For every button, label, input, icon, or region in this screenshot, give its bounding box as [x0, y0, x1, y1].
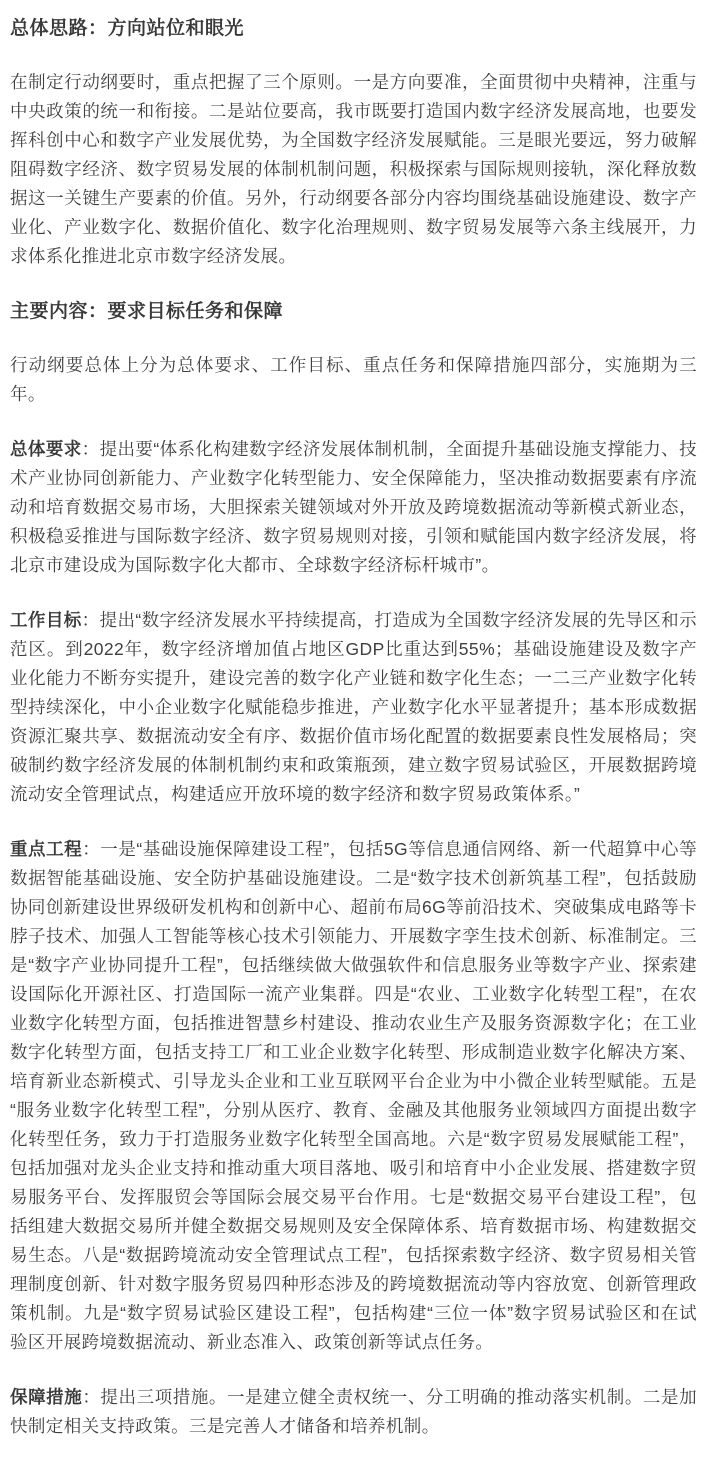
paragraph-structure: 行动纲要总体上分为总体要求、工作目标、重点任务和保障措施四部分，实施期为三年。: [10, 355, 697, 404]
paragraph-safeguards: [10, 1383, 697, 1441]
text-key-projects: ：一是“基础设施保障建设工程”，包括5G等信息通信网络、新一代超算中心等数据智能基础设施、安全防护基础设施建设。二是“数字技术创新筑基工程”，包括鼓励协同创新建设世界级研发机构和创新中心、超前布局6G等前沿技术、突破集成电路等卡脖子技术、加强人工智能等核心技术引领能力、开展数字孪生技术创新、标准制定。三是“数字产业协同提升工程”，包括继续做大做强软件和信息服务业等数字产业、探索建设国际化开源社区、打造国际一流产业集群。四是“农业、工业数字化转型工程”，在农业数字化转型方面，包括推进智慧乡村建设、推动农业生产及服务资源数字化；在工业数字化转型方面，包括支持工厂和工业企业数字化转型、形成制造业数字化解决方案、培育新业态新模式、引导龙头企业和工业互联网平台企业为中小微企业转型赋能。五是“服务业数字化转型工程”，分别从医疗、教育、金融及其他服务业领域四方面提出数字化转型任务，致力于打造服务业数字化转型全国高地。六是“数字贸易发展赋能工程”，包括加强对龙头企业支持和推动重大项目落地、吸引和培育中小企业发展、搭建数字贸易服务平台、发挥服贸会等国际会展交易平台作用。七是“数据交易平台建设工程”，包括组建大数据交易所并健全数据交易规则及安全保障体系、培育数据市场、构建数据交易生态。八是“数据跨境流动安全管理试点工程”，包括探索数字经济、数字贸易相关管理制度创新、针对数字服务贸易四种形态涉及的跨境数据流动等内容放宽、创新管理政策机制。九是“数字贸易试验区建设工程”，包括构建“三位一体”数字贸易试验区和在试验区开展跨境数据流动、新业态准入、政策创新等试点任务。: [10, 839, 697, 1352]
paragraph-key-projects: [10, 835, 697, 1357]
heading-main-content: 主要内容：要求目标任务和保障: [10, 301, 284, 322]
paragraph-principles: 在制定行动纲要时，重点把握了三个原则。一是方向要准，全面贯彻中央精神，注重与中央政策的统一和衔接。二是站位要高，我市既要打造国内数字经济发展高地，也要发挥科创中心和数字产业发展优势，为全国数字经济发展赋能。三是眼光要远，努力破解阻碍数字经济、数字贸易发展的体制机制问题，积极探索与国际规则接轨，深化释放数据这一关键生产要素的价值。另外，行动纲要各部分内容均围绕基础设施建设、数字产业化、产业数字化、数据价值化、数字化治理规则、数字贸易发展等六条主线展开，力求体系化推进北京市数字经济发展。: [10, 72, 697, 266]
text-overall-requirements: ：提出要“体系化构建数字经济发展体制机制，全面提升基础设施支撑能力、技术产业协同创新能力、产业数字化转型能力、安全保障能力，坚决推动数据要素有序流动和培育数据交易市场，大胆探索关键领域对外开放及跨境数据流动等新模式新业态，积极稳妥推进与国际数字经济、数字贸易规则对接，引领和赋能国内数字经济发展，将北京市建设成为国际数字化大都市、全球数字经济标杆城市”。: [10, 439, 697, 575]
label-key-projects: 重点工程: [10, 839, 83, 859]
paragraph-work-goals: [10, 606, 697, 809]
label-overall-requirements: 总体要求: [10, 439, 82, 459]
label-work-goals: 工作目标: [10, 610, 82, 630]
text-work-goals: ：提出“数字经济发展水平持续提高，打造成为全国数字经济发展的先导区和示范区。到2022年，数字经济增加值占地区GDP比重达到55%；基础设施建设及数字产业化能力不断夯实提升，建设完善的数字化产业链和数字化生态；一二三产业数字化转型持续深化，中小企业数字化赋能稳步推进，产业数字化水平显著提升；基本形成数据资源汇聚共享、数据流动安全有序、数据价值市场化配置的数据要素良性发展格局；突破制约数字经济发展的体制机制约束和政策瓶颈，建立数字贸易试验区，开展数据跨境流动安全管理试点，构建适应开放环境的数字经济和数字贸易政策体系。”: [10, 610, 697, 804]
paragraph-overall-requirements: [10, 435, 697, 580]
text-safeguards: ：提出三项措施。一是建立健全责权统一、分工明确的推动落实机制。二是加快制定相关支持政策。三是完善人才储备和培养机制。: [10, 1387, 697, 1436]
label-safeguards: 保障措施: [10, 1387, 83, 1407]
heading-overall-approach: 总体思路：方向站位和眼光: [10, 18, 245, 39]
